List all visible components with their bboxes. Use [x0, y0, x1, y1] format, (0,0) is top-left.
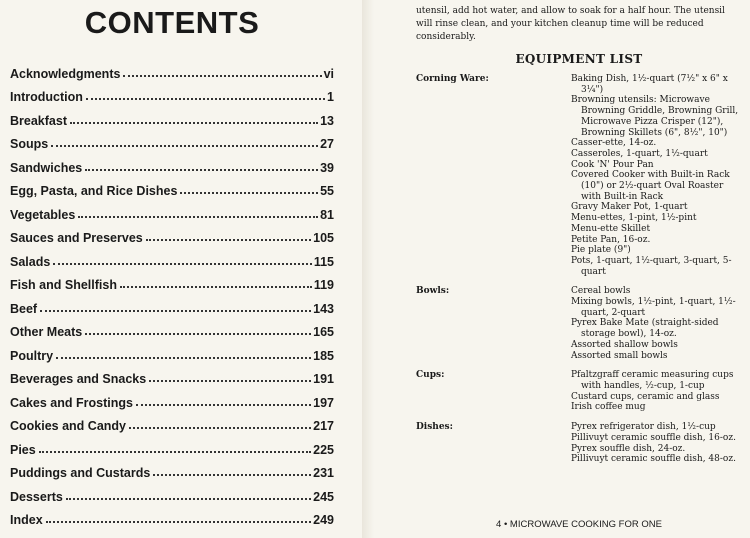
dot-leader: [146, 239, 311, 241]
equipment-item: Mixing bowls, 1½-pint, 1-quart, 1½-quart, 2-quart: [571, 297, 736, 318]
toc-entry-page: 81: [320, 207, 334, 222]
equipment-item: Assorted shallow bowls: [571, 339, 678, 350]
dot-leader: [46, 521, 311, 523]
equipment-item: Covered Cooker with Built-in Rack (10") or 2½-quart Oval Roaster with Built-in Rack: [571, 170, 730, 202]
equipment-item: Pots, 1-quart, 1½-quart, 3-quart, 5-quart: [571, 255, 732, 277]
equipment-items: [571, 370, 742, 413]
equipment-item: Casser-ette, 14-oz.: [571, 138, 657, 149]
equipment-item: Pie plate (9"): [571, 245, 631, 256]
equipment-item: Gravy Maker Pot, 1-quart: [571, 202, 688, 213]
toc-entry-title: Desserts: [10, 489, 63, 504]
toc-entry: [10, 222, 334, 246]
toc-entry-title: Egg, Pasta, and Rice Dishes: [10, 184, 178, 198]
equipment-item: Irish coffee mug: [571, 402, 646, 413]
toc-entry-title: Acknowledgments: [10, 66, 121, 81]
toc-entry-page: 225: [313, 442, 334, 457]
toc-entry: [10, 386, 334, 410]
toc-entry: [10, 292, 334, 316]
equipment-item: Pyrex souffle dish, 24-oz.: [571, 443, 686, 454]
toc-entry-page: 55: [320, 184, 334, 198]
toc-entry-page: 27: [320, 137, 334, 151]
toc-entry: [10, 339, 334, 363]
intro-paragraph: utensil, add hot water, and allow to soak for a half hour. The utensil will rinse clean, and your kitchen cleanup time will be reduced considerably.: [416, 6, 725, 42]
toc-entry: [10, 245, 334, 269]
equipment-item: Custard cups, ceramic and glass: [571, 391, 720, 402]
equipment-category: [416, 370, 742, 413]
toc-entry-page: 185: [313, 348, 334, 363]
toc-entry: [10, 410, 334, 434]
toc-entry: [10, 198, 334, 222]
right-page: [376, 0, 750, 538]
toc-entry-page: 119: [313, 278, 334, 292]
toc-entry: [10, 175, 334, 199]
page-footer: 4 • MICROWAVE COOKING FOR ONE: [496, 519, 662, 530]
table-of-contents: [10, 57, 334, 527]
equipment-item: Cook 'N' Pour Pan: [571, 159, 654, 170]
equipment-item: Casseroles, 1-quart, 1½-quart: [571, 148, 708, 159]
toc-entry-title: Introduction: [10, 90, 83, 104]
toc-entry-title: Cakes and Frostings: [10, 395, 133, 410]
contents-title: CONTENTS: [84, 5, 260, 40]
dot-leader: [129, 427, 311, 429]
toc-entry: [10, 57, 334, 81]
equipment-item: Browning utensils: Microwave Browning Griddle, Browning Grill, Microwave Pizza Crisper (12"), Browning Skillets (6", 8½", 10"): [571, 95, 739, 138]
left-page: [0, 0, 360, 538]
dot-leader: [66, 498, 311, 500]
toc-entry-page: vi: [323, 66, 334, 81]
dot-leader: [56, 357, 311, 359]
dot-leader: [153, 474, 311, 476]
toc-entry-title: Other Meats: [10, 325, 83, 339]
toc-entry-page: 13: [320, 113, 334, 128]
toc-entry: [10, 504, 334, 528]
toc-entry: [10, 480, 334, 504]
toc-entry: [10, 363, 334, 387]
toc-entry: [10, 81, 334, 105]
toc-entry-page: 249: [313, 513, 334, 527]
toc-entry-title: Breakfast: [10, 113, 67, 128]
toc-entry-page: 1: [327, 90, 334, 104]
equipment-item: Pyrex Bake Mate (straight-sided storage bowl), 14-oz.: [571, 318, 719, 340]
toc-entry-title: Vegetables: [10, 207, 76, 222]
toc-entry-title: Cookies and Candy: [10, 419, 126, 433]
equipment-item: Assorted small bowls: [571, 350, 668, 361]
toc-entry: [10, 457, 334, 481]
dot-leader: [136, 404, 311, 406]
toc-entry-page: 197: [313, 395, 334, 410]
toc-entry-title: Salads: [10, 254, 51, 269]
equipment-category-name: Corning Ware:: [416, 74, 489, 84]
toc-entry-title: Index: [10, 513, 43, 527]
toc-entry-title: Soups: [10, 137, 49, 151]
dot-leader: [39, 451, 311, 453]
toc-entry-title: Puddings and Custards: [10, 466, 151, 480]
equipment-item: Petite Pan, 16-oz.: [571, 234, 651, 245]
toc-entry-title: Poultry: [10, 348, 54, 363]
toc-entry: [10, 433, 334, 457]
equipment-item: Pyrex refrigerator dish, 1½-cup: [571, 422, 716, 433]
toc-entry: [10, 151, 334, 175]
equipment-items: [571, 422, 742, 465]
dot-leader: [149, 380, 311, 382]
toc-entry-title: Beef: [10, 301, 38, 316]
toc-entry-page: 39: [320, 160, 334, 175]
dot-leader: [86, 98, 325, 100]
equipment-item: Pfaltzgraff ceramic measuring cups with handles, ½-cup, 1-cup: [571, 370, 734, 391]
dot-leader: [51, 145, 318, 147]
equipment-items: [571, 286, 742, 361]
toc-entry-title: Fish and Shellfish: [10, 278, 117, 292]
dot-leader: [53, 263, 312, 265]
book-gutter: [362, 0, 374, 538]
equipment-item: Pillivuyt ceramic souffle dish, 48-oz.: [571, 454, 736, 465]
equipment-category: [416, 422, 742, 465]
dot-leader: [40, 310, 311, 312]
toc-entry-page: 105: [313, 231, 334, 245]
toc-entry: [10, 104, 334, 128]
equipment-items: [571, 74, 742, 277]
equipment-category: [416, 74, 742, 277]
dot-leader: [180, 192, 318, 194]
toc-entry-page: 231: [313, 466, 334, 480]
equipment-item: Menu-ettes, 1-pint, 1½-pint: [571, 213, 697, 224]
toc-entry-page: 245: [313, 489, 334, 504]
toc-entry: [10, 316, 334, 340]
toc-entry-page: 165: [313, 325, 334, 339]
equipment-item: Baking Dish, 1½-quart (7½" x 6" x 3¼"): [571, 74, 728, 95]
toc-entry-title: Pies: [10, 442, 36, 457]
toc-entry-title: Sauces and Preserves: [10, 231, 143, 245]
equipment-item: Menu-ette Skillet: [571, 223, 651, 234]
dot-leader: [70, 122, 318, 124]
toc-entry: [10, 269, 334, 293]
equipment-category-name: Dishes:: [416, 422, 453, 433]
dot-leader: [78, 216, 318, 218]
toc-entry-title: Sandwiches: [10, 160, 83, 175]
equipment-category: [416, 286, 742, 361]
toc-entry: [10, 128, 334, 152]
dot-leader: [120, 286, 312, 288]
dot-leader: [123, 75, 321, 77]
toc-entry-page: 217: [313, 419, 334, 433]
equipment-category-name: Cups:: [416, 370, 445, 381]
equipment-item: Pillivuyt ceramic souffle dish, 16-oz.: [571, 432, 736, 443]
equipment-list-heading: EQUIPMENT LIST: [515, 52, 643, 66]
equipment-item: Cereal bowls: [571, 286, 631, 297]
dot-leader: [85, 169, 318, 171]
equipment-category-name: Bowls:: [416, 286, 450, 297]
toc-entry-page: 143: [313, 301, 334, 316]
toc-entry-title: Beverages and Snacks: [10, 372, 147, 386]
equipment-list: [416, 74, 742, 465]
toc-entry-page: 191: [313, 372, 334, 386]
dot-leader: [85, 333, 311, 335]
toc-entry-page: 115: [313, 254, 334, 269]
